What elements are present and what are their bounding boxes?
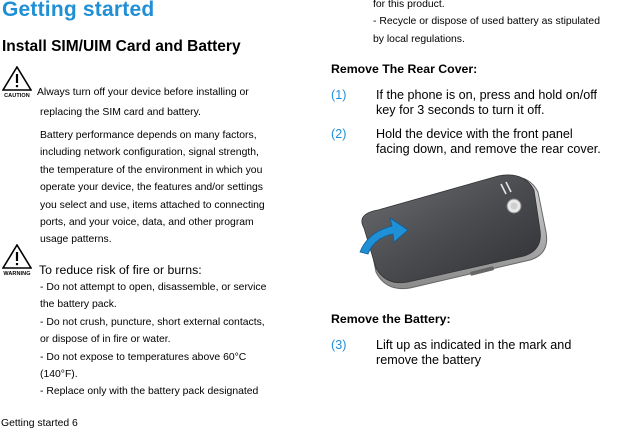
text-line: usage patterns. bbox=[40, 234, 112, 246]
caution-line-1: Always turn off your device before installing or bbox=[37, 87, 249, 98]
page-title: Getting started bbox=[2, 0, 155, 21]
text-line: you select and use, items attached to connecting bbox=[40, 199, 265, 211]
step-line: If the phone is on, press and hold on/off bbox=[376, 88, 598, 102]
text-line: Battery performance depends on many factors, bbox=[40, 130, 257, 141]
text-line: for this product. bbox=[373, 0, 445, 10]
step-line: facing down, and remove the rear cover. bbox=[376, 142, 601, 156]
text-line: (140°F). bbox=[40, 369, 78, 381]
warning-list bbox=[40, 279, 295, 401]
step-line: remove the battery bbox=[376, 353, 481, 367]
text-line: operate your device, the features and/or settings bbox=[40, 182, 263, 194]
warning-label: WARNING bbox=[3, 271, 31, 277]
text-line: - Do not crush, puncture, short external contacts, bbox=[40, 316, 265, 328]
caution-line-2: replacing the SIM card and battery. bbox=[40, 107, 201, 118]
text-line: the battery pack. bbox=[40, 299, 117, 311]
phone-rear-cover-illustration bbox=[350, 174, 550, 297]
step-number: (3) bbox=[331, 338, 347, 352]
section-title: Install SIM/UIM Card and Battery bbox=[2, 38, 241, 55]
text-line: by local regulations. bbox=[373, 33, 465, 45]
step-line: Lift up as indicated in the mark and bbox=[376, 338, 572, 352]
remove-cover-heading: Remove The Rear Cover: bbox=[331, 62, 478, 76]
caution-paragraph bbox=[40, 127, 295, 249]
remove-battery-heading: Remove the Battery: bbox=[331, 312, 451, 326]
text-line: - Recycle or dispose of used battery as stipulated bbox=[373, 16, 600, 28]
step-line: Hold the device with the front panel bbox=[376, 127, 573, 141]
text-line: - Do not attempt to open, disassemble, or service bbox=[40, 282, 267, 293]
text-line: the temperature of the environment in which you bbox=[40, 164, 263, 176]
step-number: (2) bbox=[331, 127, 347, 141]
text-line: or dispose of in fire or water. bbox=[40, 334, 171, 346]
step-line: key for 3 seconds to turn it off. bbox=[376, 103, 545, 117]
caution-label: CAUTION bbox=[4, 93, 30, 99]
warning-heading: To reduce risk of fire or burns: bbox=[39, 263, 202, 277]
text-line: ports, and your voice, data, and other program bbox=[40, 217, 254, 229]
text-line: - Do not expose to temperatures above 60°C bbox=[40, 351, 247, 363]
page-footer: Getting started 6 bbox=[1, 418, 78, 429]
text-line: - Replace only with the battery pack designated bbox=[40, 386, 259, 398]
step-number: (1) bbox=[331, 88, 347, 102]
text-line: including network configuration, signal strength, bbox=[40, 147, 259, 159]
continued-text bbox=[373, 0, 621, 48]
